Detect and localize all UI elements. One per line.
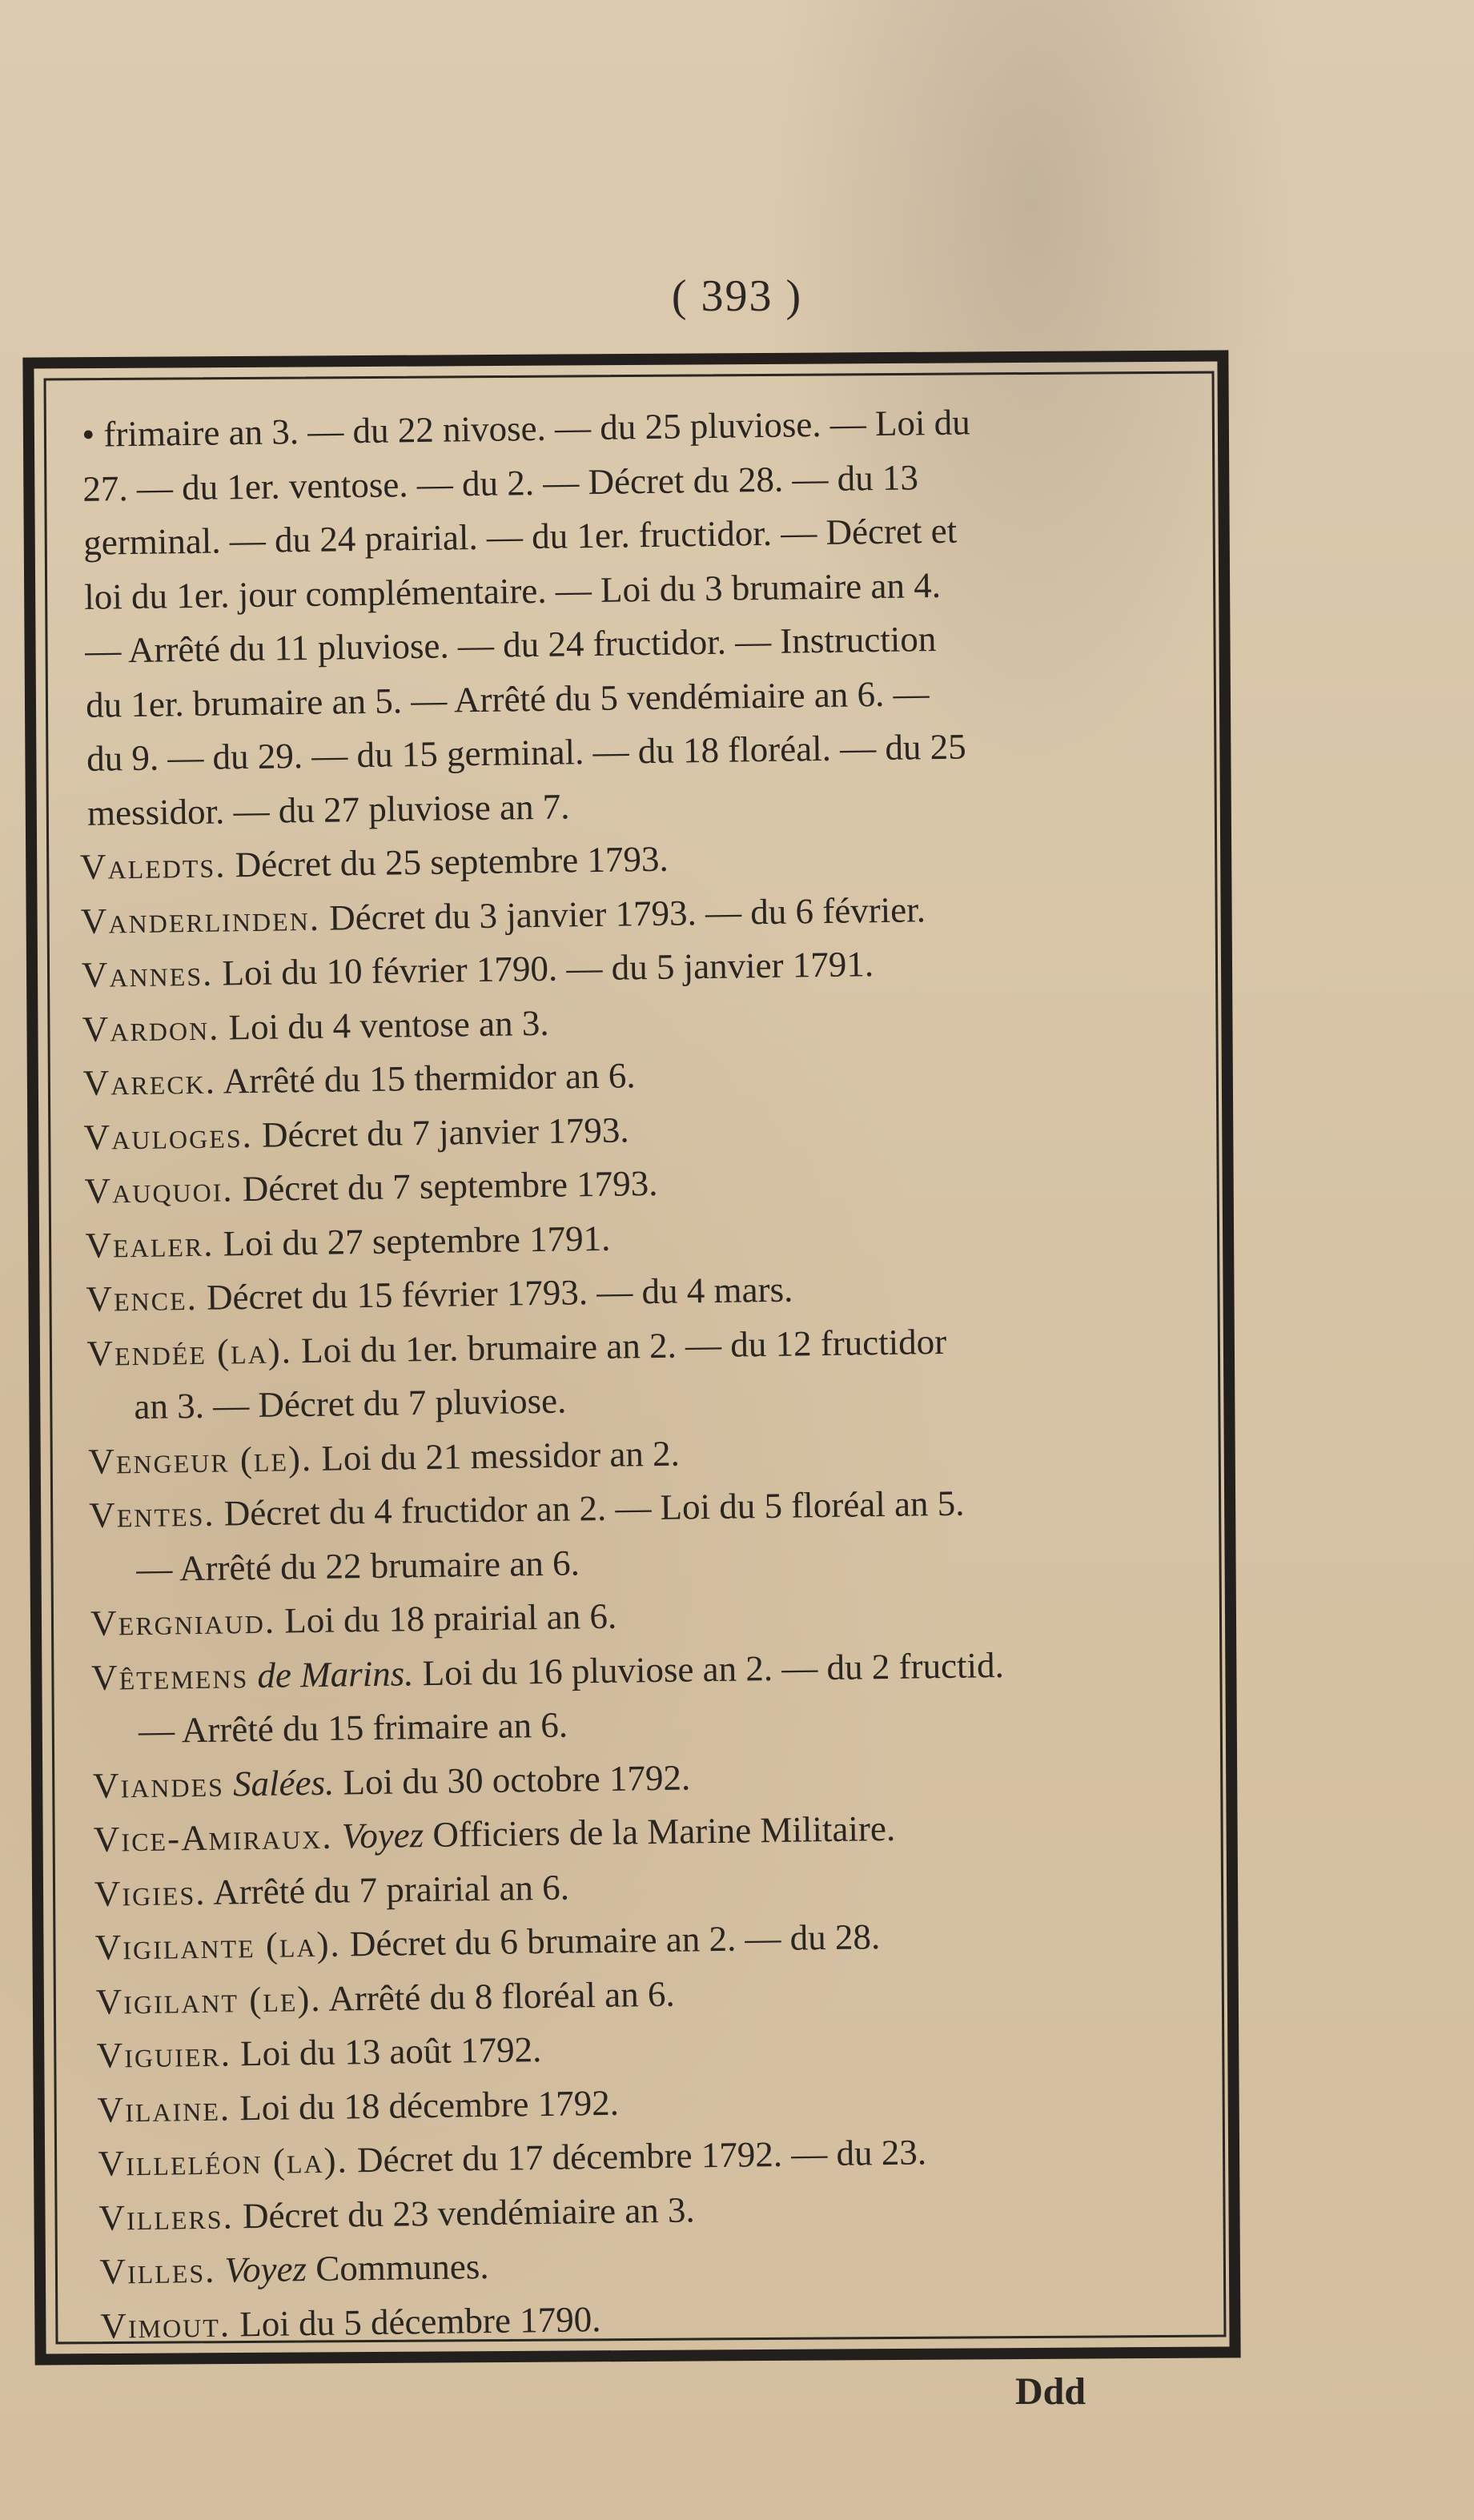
entry-text: Arrêté du 8 floréal an 6.: [321, 1973, 675, 2019]
signature-mark: Ddd: [1015, 2370, 1086, 2413]
entry-head: Vigies.: [94, 1872, 207, 1914]
entry-text: Décret du 3 janvier 1793. — du 6 février.: [319, 889, 926, 938]
entry-text: Décret du 15 février 1793. — du 4 mars.: [197, 1269, 793, 1318]
entry-italic: Voyez: [215, 2249, 307, 2290]
continuation-line: germinal. — du 24 prairial. — du 1er. fructidor. — Décret et: [82, 510, 958, 563]
entry-text: Arrêté du 7 prairial an 6.: [206, 1867, 570, 1912]
entry-text: Loi du 27 septembre 1791.: [214, 1218, 611, 1264]
continuation-line: du 9. — du 29. — du 15 germinal. — du 18 floréal. — du 25: [86, 726, 966, 779]
entry-head: Vergniaud.: [90, 1600, 276, 1643]
entry-text: Décret du 17 décembre 1792. — du 23.: [347, 2132, 927, 2181]
entry-italic: de Marins.: [247, 1652, 414, 1695]
entry-head: Viguier.: [96, 2033, 232, 2076]
entry-head: Vigilante (la).: [94, 1924, 342, 1968]
entry-continuation: — Arrêté du 22 brumaire an 6.: [135, 1542, 580, 1589]
entry-text: Décret du 7 janvier 1793.: [252, 1109, 629, 1155]
entry-head: Vêtemens: [90, 1655, 249, 1698]
entry-text: Décret du 6 brumaire an 2. — du 28.: [340, 1916, 881, 1964]
entry-head: Villes.: [99, 2249, 216, 2292]
index-text: [74, 392, 1238, 2353]
page-number: ( 393 ): [671, 271, 803, 321]
entry-head: Vendée (la).: [86, 1330, 293, 1374]
entry-head: Vauloges.: [83, 1114, 254, 1158]
continuation-line: • frimaire an 3. — du 22 nivose. — du 25 pluviose. — Loi du: [82, 402, 971, 455]
continuation-line: 27. — du 1er. ventose. — du 2. — Décret du 28. — du 13: [82, 456, 919, 509]
entry-text: Loi du 1er. brumaire an 2. — du 12 fructidor: [291, 1321, 947, 1370]
entry-head: Vigilant (le).: [95, 1978, 322, 2022]
entry-head: Vence.: [86, 1277, 199, 1319]
continuation-line: — Arrêté du 11 pluviose. — du 24 fructidor. — Instruction: [84, 618, 937, 671]
entry-text: Loi du 5 décembre 1790.: [230, 2298, 601, 2344]
entry-text: Communes.: [306, 2245, 489, 2289]
entry-head: Vannes.: [81, 953, 214, 995]
entry-text: Décret du 4 fructidor an 2. — Loi du 5 floréal an 5.: [215, 1483, 965, 1534]
entry-head: Vilaine.: [97, 2087, 231, 2130]
entry-text: Loi du 13 août 1792.: [231, 2029, 542, 2074]
continuation-line: du 1er. brumaire an 5. — Arrêté du 5 vendémiaire an 6. —: [85, 672, 930, 725]
entry-text: Loi du 21 messidor an 2.: [311, 1433, 681, 1479]
entry-text: Décret du 23 vendémiaire an 3.: [233, 2189, 696, 2236]
entry-text: Officiers de la Marine Militaire.: [423, 1808, 896, 1856]
entry-head: Villeléon (la).: [98, 2140, 349, 2184]
entry-continuation: an 3. — Décret du 7 pluviose.: [134, 1380, 567, 1427]
entry-head: Vanderlinden.: [80, 897, 321, 941]
entry-head: Vealer.: [85, 1223, 215, 1266]
entry-head: Villers.: [98, 2195, 235, 2238]
entry-head: Valedts.: [79, 845, 227, 887]
entry-text: Loi du 4 ventose an 3.: [219, 1002, 549, 1048]
entry-head: Vengeur (le).: [88, 1438, 313, 1482]
entry-head: Viandes: [92, 1764, 225, 1806]
entry-continuation: — Arrêté du 15 frimaire an 6.: [138, 1704, 568, 1752]
entry-text: Loi du 18 décembre 1792.: [230, 2082, 620, 2128]
continuation-line: messidor. — du 27 pluviose an 7.: [86, 785, 570, 833]
entry-italic: Voyez: [332, 1815, 424, 1856]
entry-text: Arrêté du 15 thermidor an 6.: [215, 1055, 636, 1101]
continuation-line: loi du 1er. jour complémentaire. — Loi du 3 brumaire an 4.: [83, 564, 942, 617]
entry-head: Vimout.: [100, 2303, 231, 2346]
entry-text: Décret du 25 septembre 1793.: [226, 838, 669, 885]
entry-head: Vice-Amiraux.: [93, 1816, 333, 1860]
entry-head: Vareck.: [82, 1061, 217, 1103]
entry-text: Loi du 10 février 1790. — du 5 janvier 1791.: [212, 944, 874, 993]
entry-italic: Salées.: [223, 1762, 335, 1804]
entry-text: Décret du 7 septembre 1793.: [233, 1162, 658, 1210]
entry-head: Vauquoi.: [84, 1169, 234, 1211]
entry-head: Ventes.: [88, 1493, 215, 1535]
entry-head: Vardon.: [82, 1007, 220, 1049]
entry-text: Loi du 30 octobre 1792.: [333, 1756, 691, 1803]
entry-text: Loi du 16 pluviose an 2. — du 2 fructid.: [413, 1644, 1005, 1693]
entry-text: Loi du 18 prairial an 6.: [275, 1595, 617, 1641]
